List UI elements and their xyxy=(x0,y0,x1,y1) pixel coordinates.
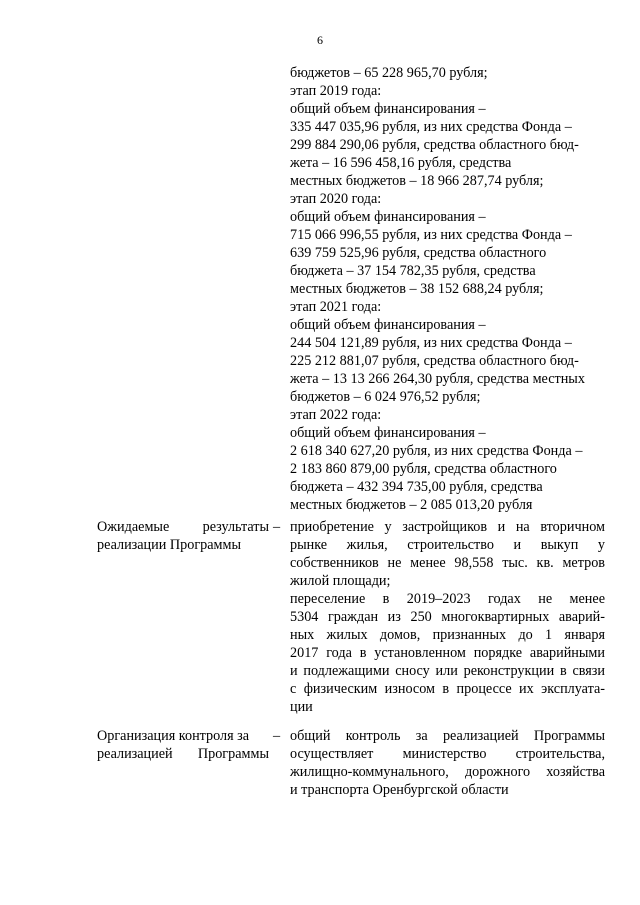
funding-line: общий объем финансирования – xyxy=(290,317,486,333)
funding-line: 2 183 860 879,00 рубля, средства областного xyxy=(290,461,557,477)
funding-line: общий объем финансирования – xyxy=(290,101,486,117)
expected-results-text xyxy=(290,518,605,716)
funding-line: бюджетов – 6 024 976,52 рубля; xyxy=(290,389,481,405)
text-line: 5304 граждан из 250 многоквартирных аварий- xyxy=(290,609,605,625)
funding-line: 715 066 996,55 рубля, из них средства Фонда – xyxy=(290,227,572,243)
text-line: осуществляет министерство строительства, xyxy=(290,746,605,762)
funding-line: бюджета – 432 394 735,00 рубля, средства xyxy=(290,479,543,495)
text-line: собственников не менее 98,558 тыс. кв. метров xyxy=(290,555,605,571)
text-line: жилищно-коммунального, дорожного хозяйства xyxy=(290,764,605,780)
funding-line: местных бюджетов – 18 966 287,74 рубля; xyxy=(290,173,544,189)
funding-line: этап 2021 года: xyxy=(290,299,382,315)
text-line: переселение в 2019–2023 годах не менее xyxy=(290,591,605,607)
text-line: и подлежащими сносу или реконструкции в связи xyxy=(290,663,605,679)
text-line: и транспорта Оренбургской области xyxy=(290,782,509,798)
funding-line: 225 212 881,07 рубля, средства областного бюд- xyxy=(290,353,579,369)
funding-line: общий объем финансирования – xyxy=(290,209,486,225)
funding-line: местных бюджетов – 2 085 013,20 рубля xyxy=(290,497,533,513)
text-line: 2017 года в установленном порядке аварийными xyxy=(290,645,605,661)
funding-line: 2 618 340 627,20 рубля, из них средства Фонда – xyxy=(290,443,583,459)
text-line: ции xyxy=(290,699,313,715)
label-line: реализацией Программы xyxy=(97,746,269,762)
funding-line: жета – 16 596 458,16 рубля, средства xyxy=(290,155,512,171)
text-line: ных жилых домов, признанных до 1 января xyxy=(290,627,605,643)
text-line: с физическим износом в процессе их эксплуата- xyxy=(290,681,605,697)
funding-line: бюджета – 37 154 782,35 рубля, средства xyxy=(290,263,536,279)
funding-stages-block xyxy=(290,64,605,514)
text-line: общий контроль за реализацией Программы xyxy=(290,728,605,744)
funding-line: 244 504 121,89 рубля, из них средства Фонда – xyxy=(290,335,572,351)
funding-line: 299 884 290,06 рубля, средства областного бюд- xyxy=(290,137,579,153)
row-dash: – xyxy=(273,728,281,744)
funding-line: этап 2019 года: xyxy=(290,83,382,99)
funding-line: 335 447 035,96 рубля, из них средства Фонда – xyxy=(290,119,572,135)
control-organization-label xyxy=(97,727,269,763)
funding-line: этап 2022 года: xyxy=(290,407,382,423)
label-line: Ожидаемые результаты xyxy=(97,519,269,535)
text-line: рынке жилья, строительство и выкуп у xyxy=(290,537,605,553)
row-dash: – xyxy=(273,519,281,535)
text-line: приобретение у застройщиков и на вторичном xyxy=(290,519,605,535)
funding-line: этап 2020 года: xyxy=(290,191,382,207)
page-number: 6 xyxy=(317,33,323,47)
funding-line: 639 759 525,96 рубля, средства областного xyxy=(290,245,547,261)
label-line: реализации Программы xyxy=(97,537,242,553)
funding-line: жета – 13 13 266 264,30 рубля, средства местных xyxy=(290,371,585,387)
funding-line: общий объем финансирования – xyxy=(290,425,486,441)
funding-line: бюджетов – 65 228 965,70 рубля; xyxy=(290,65,488,81)
control-organization-text xyxy=(290,727,605,799)
text-line: жилой площади; xyxy=(290,573,391,589)
funding-line: местных бюджетов – 38 152 688,24 рубля; xyxy=(290,281,544,297)
label-line: Организация контроля за xyxy=(97,728,250,744)
expected-results-label xyxy=(97,518,269,554)
